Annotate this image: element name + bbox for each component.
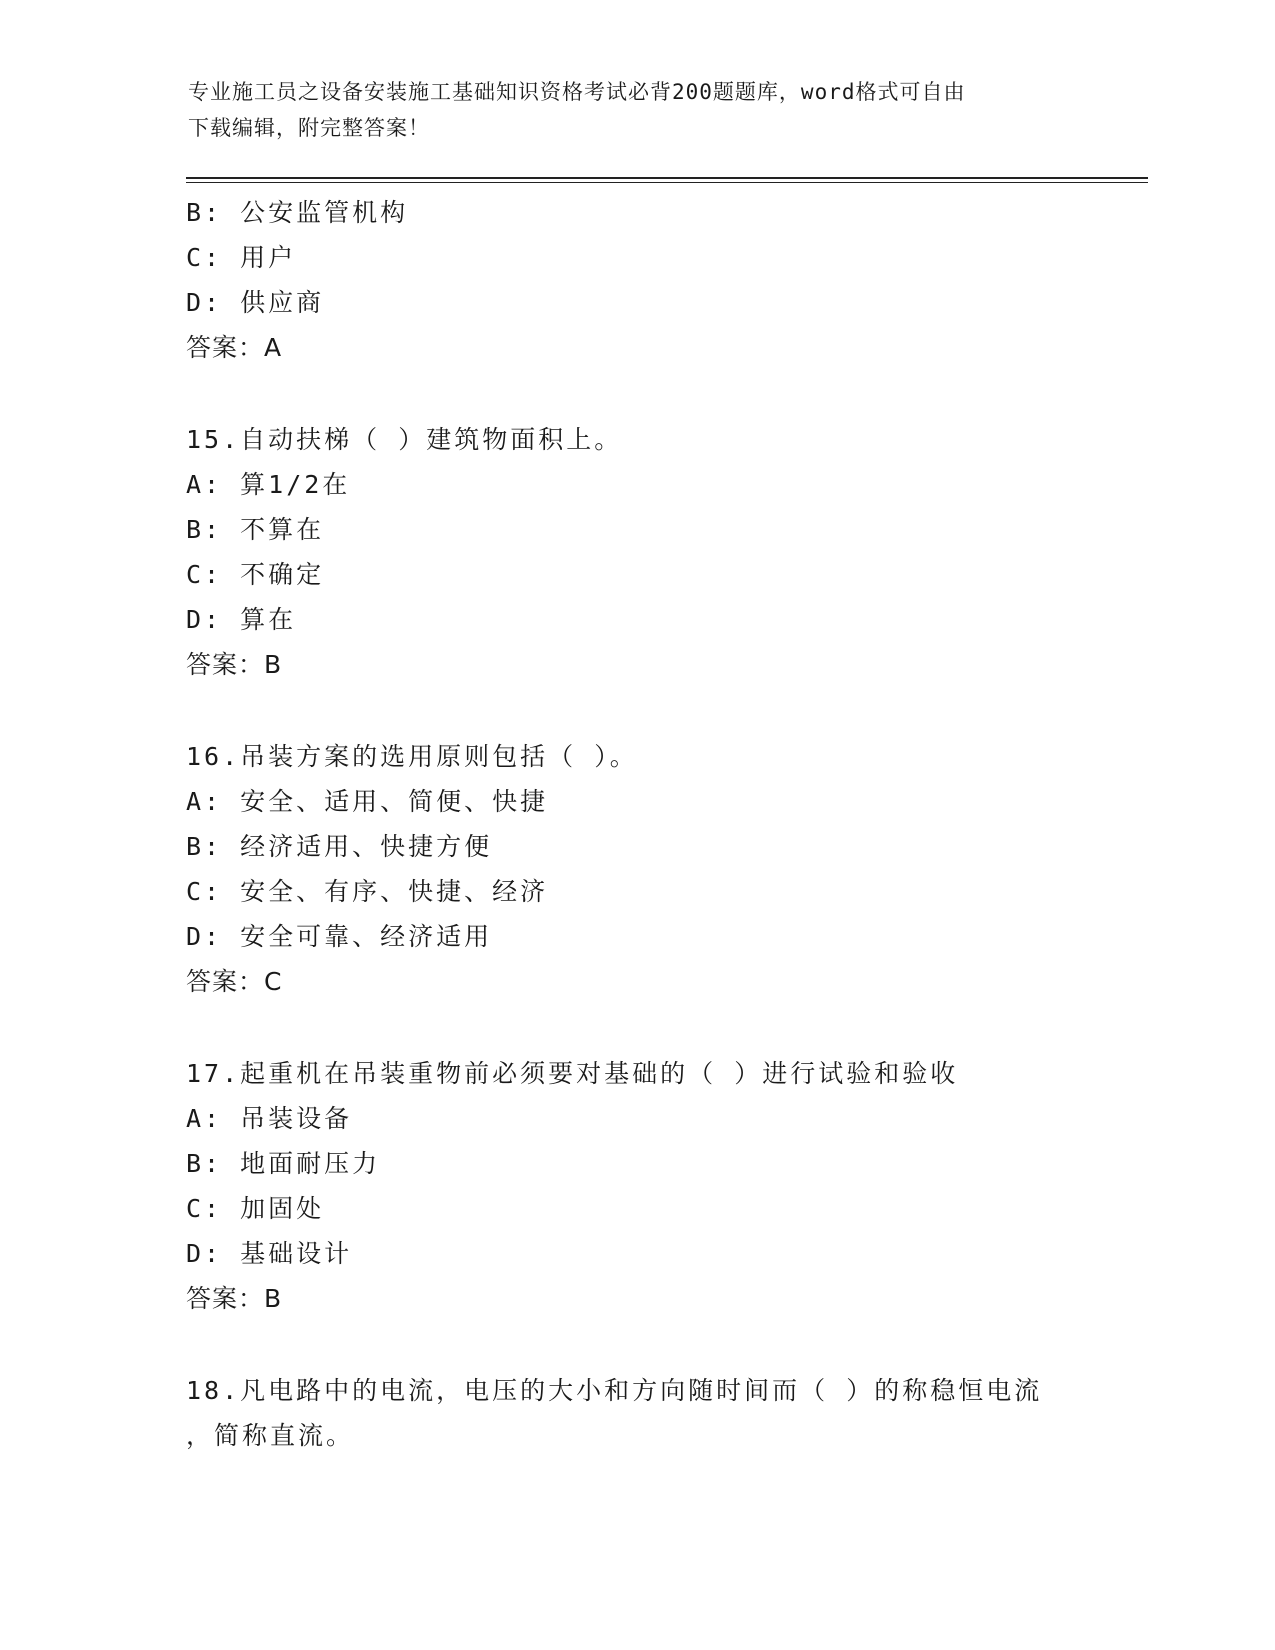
question-text: 15.自动扶梯（ ）建筑物面积上。 [186, 425, 623, 454]
option-a: A: 算1/2在 [186, 470, 351, 499]
option-d: D: 供应商 [186, 288, 325, 317]
option-c: C: 不确定 [186, 560, 325, 589]
option-b: B: 经济适用、快捷方便 [186, 832, 493, 861]
header-title-line-2: 下载编辑，附完整答案！ [188, 116, 430, 140]
header-title-line-1: 专业施工员之设备安装施工基础知识资格考试必背200题题库，word格式可自由 [188, 80, 966, 104]
option-d: D: 算在 [186, 605, 297, 634]
answer: 答案：B [186, 650, 283, 679]
question-text-line-2: ，简称直流。 [186, 1421, 355, 1450]
option-b: B: 地面耐压力 [186, 1149, 381, 1178]
option-c: C: 安全、有序、快捷、经济 [186, 877, 549, 906]
answer: 答案：C [186, 967, 283, 996]
option-b: B: 不算在 [186, 515, 325, 544]
question-text: 16.吊装方案的选用原则包括（ ）。 [186, 742, 638, 771]
answer: 答案：B [186, 1284, 283, 1313]
question-text-line-1: 18.凡电路中的电流，电压的大小和方向随时间而（ ）的称稳恒电流 [186, 1376, 1043, 1405]
answer: 答案：A [186, 333, 283, 362]
option-c: C: 加固处 [186, 1194, 325, 1223]
question-18 [186, 1368, 1146, 1458]
question-text: 17.起重机在吊装重物前必须要对基础的（ ）进行试验和验收 [186, 1059, 959, 1088]
header-divider [186, 177, 1148, 183]
option-d: D: 安全可靠、经济适用 [186, 922, 493, 951]
option-a: A: 安全、适用、简便、快捷 [186, 787, 549, 816]
question-16 [186, 734, 1146, 1004]
question-17 [186, 1051, 1146, 1321]
question-14-tail [186, 190, 1146, 370]
option-d: D: 基础设计 [186, 1239, 353, 1268]
option-b: B: 公安监管机构 [186, 198, 409, 227]
option-c: C: 用户 [186, 243, 297, 272]
question-15 [186, 417, 1146, 687]
option-a: A: 吊装设备 [186, 1104, 353, 1133]
question-list [186, 190, 1146, 1505]
document-header [188, 74, 1068, 146]
